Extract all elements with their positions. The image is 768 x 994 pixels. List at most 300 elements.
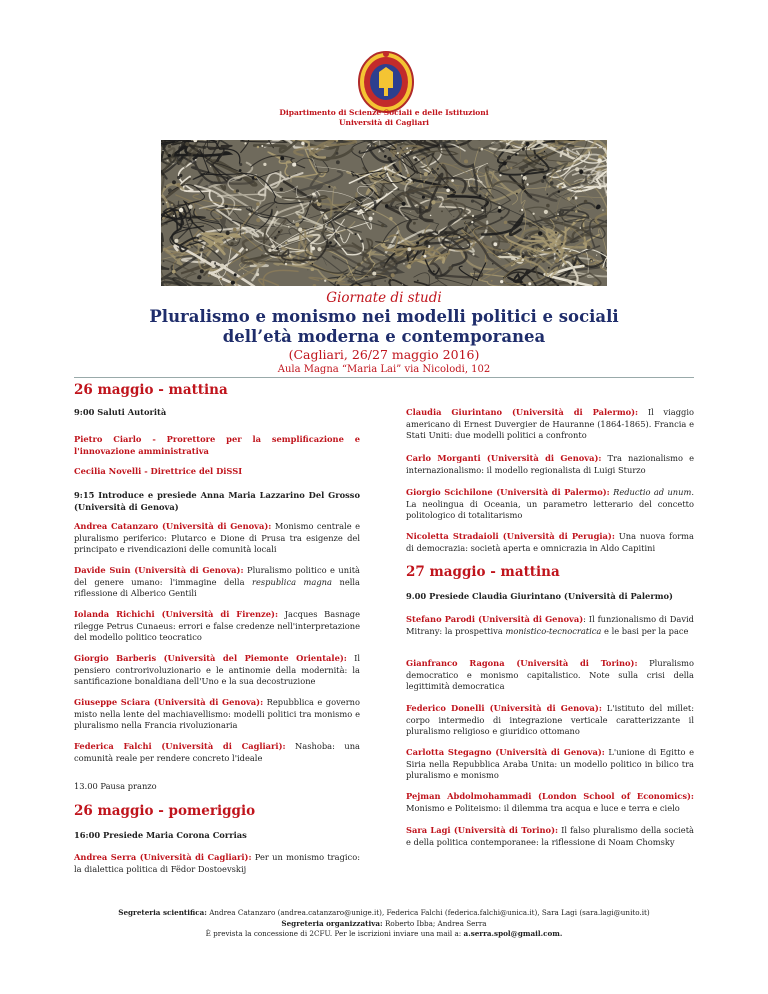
paint-splatter [163, 177, 164, 178]
paint-splatter [174, 161, 175, 162]
paint-splatter [472, 253, 474, 255]
paint-splatter [239, 169, 242, 172]
paint-splatter [523, 179, 525, 181]
paint-splatter [188, 153, 191, 156]
paint-splatter [540, 163, 541, 164]
paint-splatter [276, 206, 277, 207]
paint-splatter [550, 181, 554, 185]
paint-splatter [256, 273, 259, 276]
paint-splatter [249, 213, 252, 216]
paint-splatter [288, 226, 290, 228]
paint-splatter [236, 175, 237, 176]
paint-splatter [594, 282, 598, 286]
paint-splatter [555, 258, 559, 262]
paint-splatter [369, 217, 373, 221]
paint-splatter [179, 174, 182, 177]
paint-splatter [391, 273, 395, 277]
paint-splatter [336, 152, 339, 155]
paint-splatter [355, 233, 357, 235]
paint-splatter [426, 244, 429, 247]
paint-splatter [597, 147, 599, 149]
paint-splatter [210, 166, 211, 167]
paint-splatter [507, 156, 511, 160]
list-item: Sara Lagi (Università di Torino): Il falso pluralismo della società e della politica contemporanee: la riflessione di Noam Chomsky [406, 825, 695, 847]
paint-splatter [521, 209, 523, 211]
paint-splatter [360, 239, 363, 242]
paint-splatter [572, 283, 575, 286]
list-item: Claudia Giurintano (Università di Palermo): Il viaggio americano di Ernest Duvergier de Hauranne (1864-1865). Francia e Stati Uniti: due modelli politici a confronto [406, 407, 694, 440]
paint-splatter [574, 196, 577, 199]
paint-splatter [529, 224, 533, 228]
event-venue: Aula Magna “Maria Lai” via Nicolodi, 102 [277, 364, 491, 375]
paint-splatter [336, 160, 340, 164]
paint-splatter [298, 228, 302, 232]
paint-splatter [177, 183, 181, 187]
paint-splatter [234, 273, 237, 276]
footer-scientific-secretariat: Segreteria scientifica: Andrea Catanzaro (andrea.catanzaro@unige.it), Federica Falchi (federica.falchi@unica.it), Sara Lagi (sara.lagi@unito.it) [118, 908, 650, 917]
paint-splatter [261, 254, 264, 257]
paint-splatter [318, 199, 321, 202]
paint-splatter [328, 186, 330, 188]
paint-splatter [230, 242, 233, 245]
paint-splatter [441, 210, 443, 212]
paint-splatter [336, 234, 340, 238]
event-dates: (Cagliari, 26/27 maggio 2016) [288, 347, 480, 362]
paint-splatter [500, 280, 503, 283]
paint-splatter [376, 268, 378, 270]
paint-splatter [399, 240, 401, 242]
paint-splatter [386, 244, 388, 246]
paint-splatter [397, 269, 398, 270]
paint-splatter [553, 262, 554, 263]
paint-splatter [471, 200, 474, 203]
paint-splatter [164, 186, 166, 188]
paint-splatter [207, 171, 209, 173]
paint-splatter [464, 159, 468, 163]
paint-splatter [188, 205, 192, 209]
paint-splatter [212, 265, 215, 268]
paint-splatter [324, 280, 326, 282]
list-item: Andrea Serra (Università di Cagliari): Per un monismo tragico: la dialettica politica di Fëdor Dostoevskij [74, 852, 360, 874]
paint-splatter [481, 209, 483, 211]
paint-splatter [404, 216, 405, 217]
paint-splatter [248, 208, 250, 210]
paint-splatter [416, 241, 419, 244]
paint-splatter [531, 188, 532, 189]
paint-splatter [396, 234, 398, 236]
paint-splatter [200, 269, 204, 273]
paint-splatter [372, 271, 376, 275]
paint-splatter [500, 217, 503, 220]
paint-splatter [210, 274, 211, 275]
paint-splatter [410, 150, 411, 151]
list-item: Stefano Parodi (Università di Genova): Il funzionalismo di David Mitrany: la prospettiva monistico-tecnocratica e le basi per la pace [406, 614, 694, 636]
paint-splatter [197, 278, 198, 279]
paint-splatter [326, 245, 329, 248]
paint-splatter [479, 194, 482, 197]
paint-splatter [257, 146, 260, 149]
paint-splatter [456, 199, 457, 200]
footer-note: È prevista la concessione di 2CFU. Per le iscrizioni inviare una mail a: a.serra.spol@gmail.com. [205, 929, 563, 938]
paint-splatter [214, 242, 215, 243]
paint-splatter [402, 284, 403, 285]
list-item: 9:15 Introduce e presiede Anna Maria Lazzarino Del Grosso (Università di Genova) [74, 490, 360, 512]
paint-splatter [244, 142, 246, 144]
divider [74, 377, 694, 378]
paint-splatter [528, 282, 531, 285]
paint-splatter [544, 166, 545, 167]
paint-splatter [285, 242, 287, 244]
paint-splatter [471, 221, 473, 223]
paint-splatter [233, 228, 237, 232]
paint-splatter [547, 193, 549, 195]
paint-splatter [345, 227, 347, 229]
paint-splatter [515, 153, 517, 155]
paint-splatter [162, 203, 164, 205]
paint-splatter [214, 262, 216, 264]
paint-splatter [385, 204, 389, 208]
paint-splatter [174, 239, 178, 243]
paint-splatter [576, 262, 578, 264]
list-item: 16:00 Presiede Maria Corona Corrias [74, 830, 247, 840]
paint-splatter [543, 176, 546, 179]
paint-splatter [200, 236, 201, 237]
paint-splatter [530, 148, 532, 150]
paint-splatter [321, 279, 322, 280]
paint-splatter [538, 231, 542, 235]
paint-splatter [225, 205, 228, 208]
paint-splatter [502, 161, 506, 165]
paint-splatter [316, 243, 317, 244]
paint-splatter [582, 267, 584, 269]
list-item: Cecilia Novelli - Direttrice del DiSSI [74, 466, 243, 476]
paint-splatter [453, 216, 454, 217]
paint-splatter [532, 213, 534, 215]
paint-splatter [591, 229, 592, 230]
paint-splatter [427, 241, 429, 243]
paint-splatter [384, 155, 387, 158]
paint-splatter [565, 265, 567, 267]
paint-splatter [525, 142, 529, 146]
paint-splatter [176, 211, 179, 214]
paint-splatter [173, 215, 175, 217]
paint-splatter [296, 173, 297, 174]
paint-splatter [371, 247, 374, 250]
list-item: Gianfranco Ragona (Università di Torino): Pluralismo democratico e monismo capitalistico. Note sulla crisi della legittimità democratica [406, 658, 694, 691]
paint-splatter [491, 280, 493, 282]
paint-splatter [397, 188, 399, 190]
paint-splatter [231, 281, 235, 285]
paint-splatter [521, 168, 525, 172]
paint-splatter [261, 145, 263, 147]
paint-splatter [596, 255, 597, 256]
paint-splatter [590, 260, 592, 262]
list-item: Iolanda Richichi (Università di Firenze): Jacques Basnage rilegge Petrus Cunaeus: errori e false credenze nell'interpretazione del modello politico teocratico [74, 609, 360, 642]
paint-splatter [270, 141, 271, 142]
paint-splatter [575, 210, 578, 213]
paint-splatter [418, 235, 420, 237]
paint-splatter [402, 202, 406, 206]
paint-splatter [236, 189, 239, 192]
paint-splatter [362, 177, 365, 180]
paint-splatter [417, 280, 419, 282]
paint-splatter [298, 215, 301, 218]
paint-splatter [185, 142, 189, 146]
paint-splatter [587, 246, 591, 250]
paint-splatter [233, 238, 235, 240]
paint-splatter [602, 209, 603, 210]
paint-splatter [510, 167, 512, 169]
list-item: Andrea Catanzaro (Università di Genova): Monismo centrale e pluralismo periferico: Plutarco e Dione di Prusa tra esigenze del principato e rivendicazioni delle comunità locali [74, 521, 361, 554]
paint-splatter [522, 255, 525, 258]
paint-splatter [551, 228, 552, 229]
paint-splatter [405, 170, 406, 171]
paint-splatter [602, 147, 603, 148]
paint-splatter [168, 188, 172, 192]
paint-splatter [179, 208, 183, 212]
paint-splatter [168, 145, 171, 148]
paint-splatter [256, 202, 260, 206]
paint-splatter [556, 250, 558, 252]
paint-splatter [375, 145, 377, 147]
paint-splatter [255, 191, 256, 192]
list-item: Giorgio Barberis (Università del Piemonte Orientale): Il pensiero controrivoluzionario e le antinomie della modernità: la santificazione bonaldiana dell'Uno e la sua decostruzione [74, 653, 360, 686]
paint-splatter [172, 180, 176, 184]
paint-splatter [597, 158, 601, 162]
lunch-break: 13.00 Pausa pranzo [74, 781, 157, 791]
paint-splatter [444, 232, 448, 236]
paint-splatter [573, 222, 576, 225]
paint-splatter [498, 209, 502, 213]
paint-splatter [501, 249, 503, 251]
paint-splatter [558, 246, 561, 249]
paint-splatter [329, 241, 332, 244]
paint-splatter [200, 248, 204, 252]
contact-email[interactable]: a.serra.spol@gmail.com. [463, 929, 563, 938]
paint-splatter [596, 205, 600, 209]
event-type: Giornate di studi [326, 290, 442, 306]
paint-splatter [271, 245, 274, 248]
list-item: Federico Donelli (Università di Genova): L'istituto del millet: corpo intermedio di integrazione verticale caratterizzante il pluralismo religioso e giuridico ottomano [406, 703, 694, 736]
paint-splatter [516, 193, 518, 195]
list-item: Giuseppe Sciara (Università di Genova): Repubblica e governo misto nella lente del machiavellismo: modelli politici tra monismo e pluralismo nella Francia rivoluzionaria [74, 697, 361, 730]
paint-splatter [499, 203, 500, 204]
paint-splatter [481, 148, 484, 151]
paint-splatter [544, 151, 545, 152]
paint-splatter [171, 204, 173, 206]
paint-splatter [162, 150, 163, 151]
paint-splatter [423, 181, 425, 183]
paint-splatter [526, 183, 528, 185]
paint-splatter [197, 153, 199, 155]
paint-splatter [397, 152, 399, 154]
paint-splatter [183, 213, 186, 216]
paint-splatter [382, 166, 384, 168]
paint-splatter [256, 218, 260, 222]
paint-splatter [162, 172, 165, 175]
paint-splatter [407, 247, 411, 251]
paint-splatter [308, 214, 309, 215]
paint-splatter [458, 236, 460, 238]
paint-splatter [384, 280, 385, 281]
paint-splatter [576, 206, 577, 207]
paint-splatter [548, 267, 550, 269]
paint-splatter [536, 249, 537, 250]
paint-splatter [425, 206, 428, 209]
paint-splatter [220, 264, 224, 268]
abstract-painting-image [161, 140, 607, 286]
paint-splatter [423, 163, 424, 164]
paint-splatter [546, 204, 550, 208]
paint-splatter [392, 174, 394, 176]
paint-splatter [561, 243, 563, 245]
list-item: Federica Falchi (Università di Cagliari): Nashoba: una comunità reale per rendere concreto l'ideale [74, 741, 360, 763]
paint-splatter [244, 232, 246, 234]
paint-splatter [479, 150, 481, 152]
paint-splatter [226, 231, 230, 235]
paint-splatter [168, 154, 171, 157]
paint-splatter [558, 211, 561, 214]
paint-splatter [279, 188, 283, 192]
paint-splatter [359, 180, 361, 182]
paint-splatter [288, 176, 290, 178]
paint-splatter [407, 265, 411, 269]
paint-splatter [413, 222, 416, 225]
paint-splatter [292, 163, 296, 167]
paint-splatter [588, 182, 589, 183]
paint-splatter [166, 202, 167, 203]
paint-splatter [213, 230, 215, 232]
paint-splatter [268, 249, 272, 253]
paint-splatter [197, 275, 201, 279]
paint-splatter [276, 247, 279, 250]
paint-splatter [498, 206, 501, 209]
paint-splatter [317, 247, 321, 251]
section-heading-day1-afternoon: 26 maggio - pomeriggio [74, 803, 256, 819]
paint-splatter [220, 278, 222, 280]
paint-splatter [579, 170, 583, 174]
paint-splatter [295, 222, 299, 226]
list-item: 9.00 Presiede Claudia Giurintano (Università di Palermo) [406, 591, 673, 601]
paint-splatter [493, 242, 497, 246]
paint-splatter [437, 168, 439, 170]
paint-splatter [215, 250, 218, 253]
paint-splatter [389, 217, 393, 221]
list-item: Giorgio Scichilone (Università di Palermo): Reductio ad unum. La neolingua di Oceania, un parametro letterario del concetto politologico di totalitarismo [406, 487, 694, 520]
paint-splatter [307, 269, 308, 270]
paint-splatter [555, 217, 557, 219]
paint-splatter [254, 176, 256, 178]
paint-splatter [371, 197, 374, 200]
page-title [0, 307, 768, 347]
list-item: Nicoletta Stradaioli (Università di Perugia): Una nuova forma di democrazia: società aperta e omnicrazia in Aldo Capitini [406, 531, 694, 553]
paint-splatter [280, 156, 284, 160]
paint-splatter [403, 263, 404, 264]
paint-splatter [391, 206, 392, 207]
paint-splatter [572, 197, 575, 200]
title-line-1: Pluralismo e monismo nei modelli politici e sociali [149, 307, 619, 326]
paint-splatter [176, 160, 177, 161]
paint-splatter [285, 263, 287, 265]
paint-splatter [312, 263, 314, 265]
paint-splatter [567, 197, 570, 200]
paint-splatter [490, 236, 492, 238]
paint-splatter [172, 270, 176, 274]
paint-splatter [534, 156, 536, 158]
paint-splatter [430, 215, 432, 217]
section-heading-day2-morning: 27 maggio - mattina [406, 564, 560, 580]
paint-splatter [312, 198, 314, 200]
paint-splatter [406, 147, 408, 149]
paint-splatter [312, 193, 315, 196]
paint-splatter [392, 169, 394, 171]
paint-splatter [313, 157, 315, 159]
university-name: Università di Cagliari [338, 118, 430, 127]
paint-splatter [357, 263, 361, 267]
paint-splatter [431, 200, 435, 204]
paint-splatter [541, 180, 544, 183]
paint-splatter [163, 260, 165, 262]
footer [0, 908, 768, 940]
paint-splatter [522, 148, 525, 151]
paint-splatter [578, 248, 579, 249]
list-item: Pietro Ciarlo - Prorettore per la semplificazione e l'innovazione amministrativa [74, 434, 360, 456]
paint-splatter [521, 175, 523, 177]
paint-splatter [239, 163, 242, 166]
paint-splatter [435, 276, 439, 280]
paint-splatter [243, 273, 244, 274]
paint-splatter [387, 157, 391, 161]
list-item: Davide Suin (Università di Genova): Pluralismo politico e unità del genere umano: l'immagine della respublica magna nella riflessione di Alberico Gentili [74, 565, 361, 598]
paint-splatter [558, 190, 560, 192]
paint-splatter [274, 237, 276, 239]
paint-splatter [513, 262, 514, 263]
paint-splatter [413, 181, 415, 183]
paint-splatter [422, 253, 424, 255]
paint-splatter [446, 188, 450, 192]
paint-splatter [325, 241, 326, 242]
paint-splatter [303, 145, 305, 147]
paint-splatter [369, 275, 370, 276]
university-seal-icon [357, 48, 415, 114]
paint-splatter [414, 158, 417, 161]
paint-splatter [558, 186, 561, 189]
paint-splatter [263, 163, 266, 166]
paint-splatter [476, 173, 478, 175]
paint-splatter [293, 220, 295, 222]
paint-splatter [407, 174, 411, 178]
paint-splatter [368, 277, 369, 278]
paint-splatter [566, 172, 567, 173]
paint-splatter [472, 215, 474, 217]
paint-splatter [544, 210, 548, 214]
paint-splatter [433, 270, 435, 272]
paint-splatter [555, 232, 557, 234]
paint-splatter [410, 211, 411, 212]
paint-splatter [381, 224, 384, 227]
paint-splatter [451, 179, 454, 182]
paint-splatter [310, 267, 314, 271]
paint-splatter [448, 266, 452, 270]
paint-splatter [313, 226, 314, 227]
paint-splatter [499, 174, 501, 176]
paint-splatter [432, 170, 436, 174]
paint-splatter [246, 249, 248, 251]
footer-organizing-secretariat: Segreteria organizzativa: Roberto Ibba; Andrea Serra [281, 918, 487, 928]
paint-splatter [278, 231, 280, 233]
paint-splatter [422, 196, 425, 199]
list-item: 9:00 Saluti Autorità [74, 407, 167, 417]
